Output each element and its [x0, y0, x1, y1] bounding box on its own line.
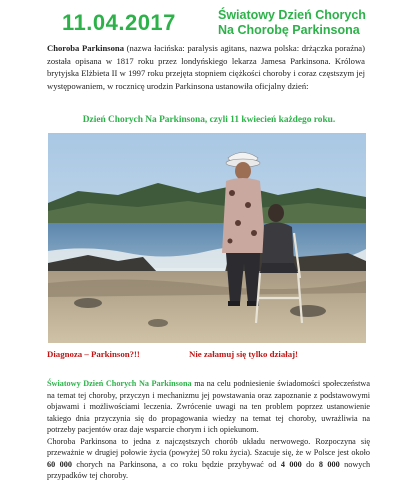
- page-title: [218, 8, 408, 38]
- body-p2-b: chorych na Parkinsona, a co roku będzie przybywać od: [71, 459, 281, 469]
- title-line-1: Światowy Dzień Chorych: [218, 8, 366, 22]
- diagnosis-left: Diagnoza – Parkinson?!!: [47, 349, 140, 359]
- body-p1-lead: Światowy Dzień Chorych Na Parkinsona: [47, 379, 192, 388]
- body-p2-n2: 4 000: [280, 459, 302, 469]
- body-p2-n1: 60 000: [47, 459, 72, 469]
- diagnosis-line: [47, 349, 377, 359]
- intro-text: (nazwa łacińska: paralysis agitans, nazwa polska: drżączka poraźna) została opisana w 1817 roku przez londyńskiego lekarza Jamesa Parkinsona. Królowa brytyjska Elżbieta II w 1997 roku przejęta stopniem ciężkości choroby i coraz częstszym jej występowaniem, w rocznicę urodzin Parkinsona ustanowiła oficjalny dzień:: [47, 43, 365, 91]
- date-heading: 11.04.2017: [62, 10, 176, 35]
- body-p2-a: Choroba Parkinsona to jedna z najczęstszych chorób układu nerwowego. Rozpoczyna się przeważnie w drugiej połowie życia (powyżej 50 roku życia). Szacuje się, że w Polsce jest około: [47, 436, 370, 457]
- highlight-line: Dzień Chorych Na Parkinsona, czyli 11 kwiecień każdego roku.: [82, 115, 336, 125]
- intro-bold-lead: Choroba Parkinsona: [47, 43, 124, 53]
- body-p2-d: nowych przypadków tej choroby.: [47, 459, 371, 480]
- diagnosis-right: Nie załamuj się tylko działaj!: [189, 349, 298, 359]
- body-p2-c: do: [301, 459, 319, 469]
- body-p1-text: ma na celu podniesienie świadomości społeczeństwa na temat tej choroby, przyczyn i mechanizmu jej powstawania oraz zapoznanie z podstawowymi objawami i możliwościami leczenia. Zwrócenie uwagi na ten problem poprzez ustanowienie takiego dnia przyczynia się do propagowania wiedzy na temat tej choroby, uwrażliwia na potrzeby pacjentów oraz daje wsparcie chorym i ich opiekunom.: [47, 379, 370, 434]
- body-paragraph-1: [47, 378, 370, 436]
- photo-seaside: [48, 133, 366, 343]
- photo-illustration: [48, 133, 366, 343]
- title-line-2: Na Chorobę Parkinsona: [218, 23, 360, 37]
- intro-paragraph: [47, 42, 365, 92]
- body-p2-n3: 8 000: [318, 459, 340, 469]
- body-paragraph-2: [47, 436, 370, 482]
- body-text: [47, 378, 370, 482]
